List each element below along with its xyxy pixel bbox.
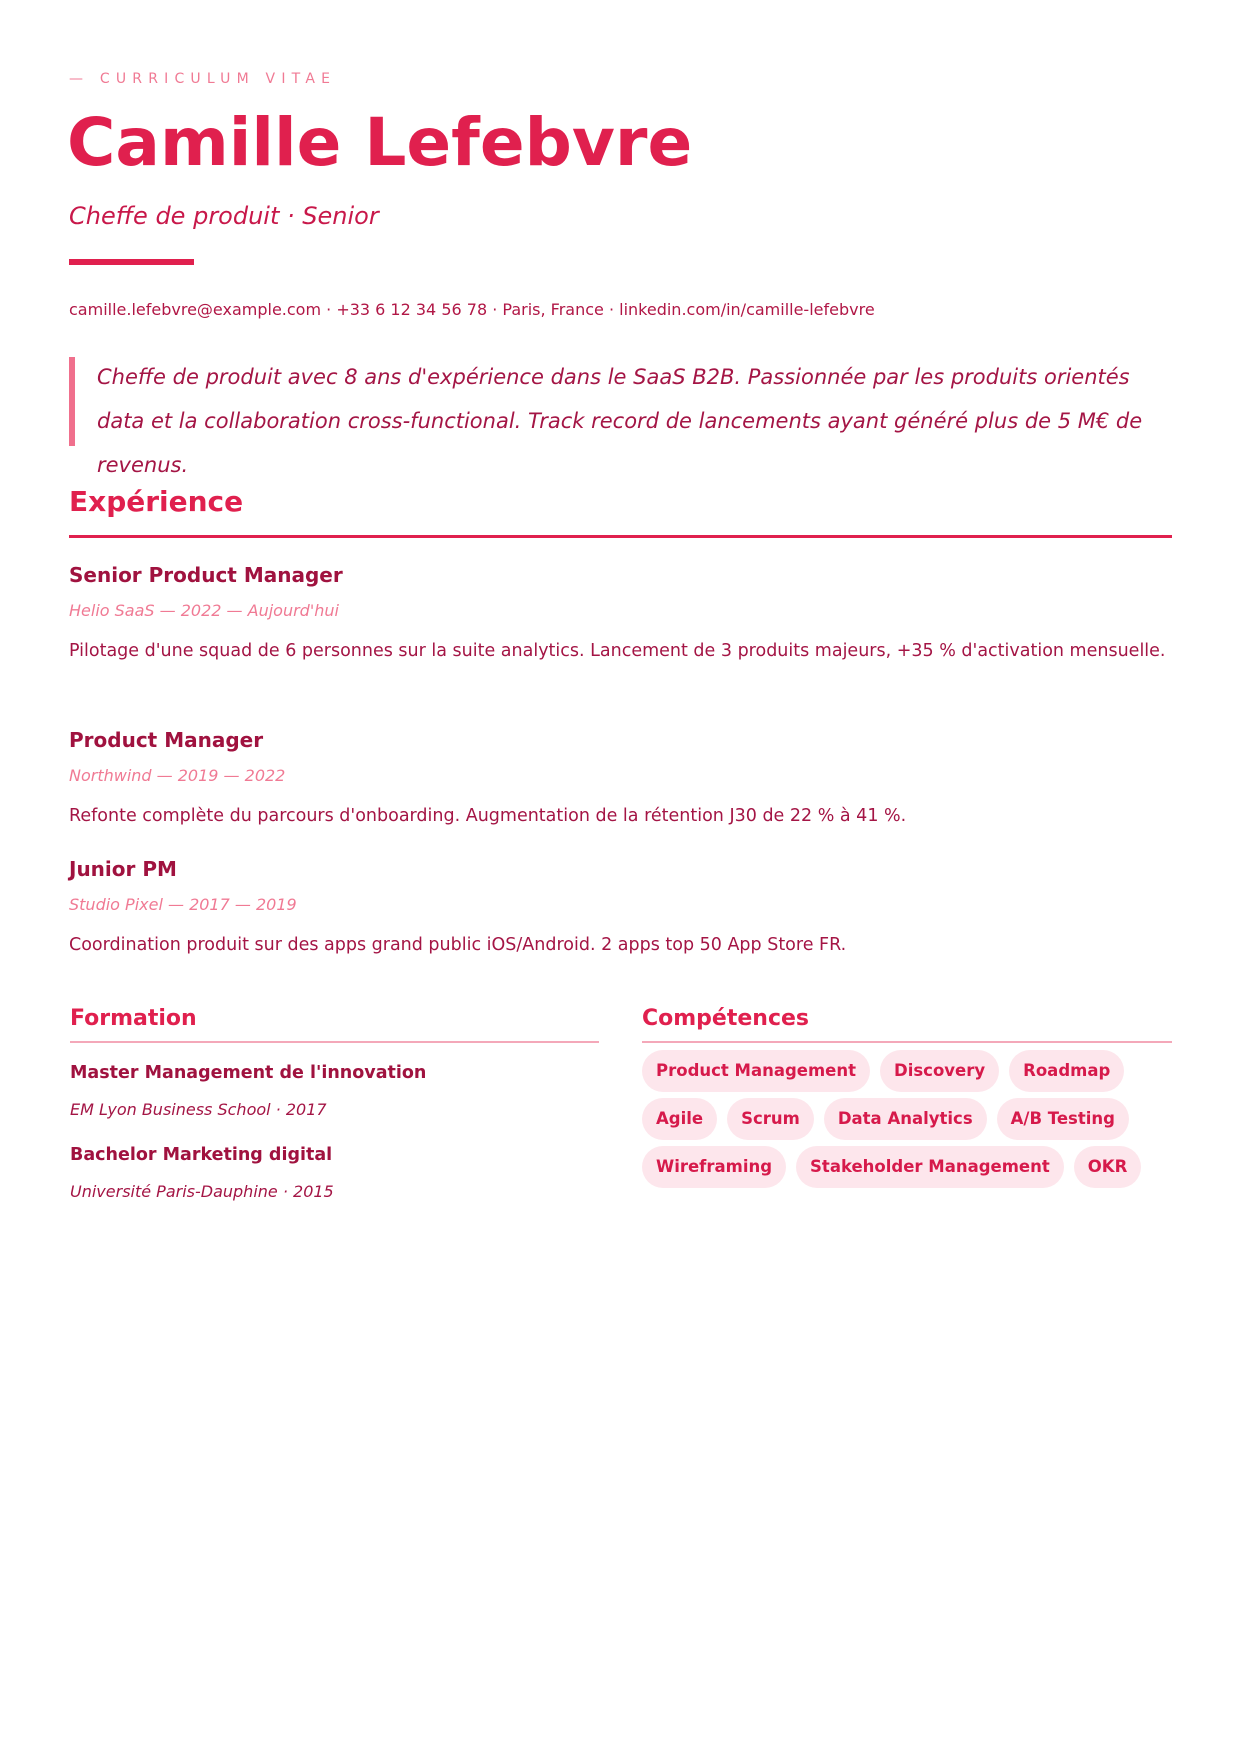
contact-separator: ·	[603, 300, 620, 319]
skills-rule	[642, 1041, 1172, 1043]
skill-chip: Roadmap	[1009, 1050, 1124, 1092]
experience-item	[69, 563, 1172, 670]
skill-chip: A/B Testing	[997, 1098, 1129, 1140]
skills-list	[642, 1050, 1172, 1194]
experience-rule	[69, 535, 1172, 538]
profile-summary	[69, 357, 1172, 477]
skills-row	[642, 1146, 1172, 1194]
candidate-name: Camille Lefebvre	[67, 104, 693, 181]
skill-chip: Product Management	[642, 1050, 870, 1092]
job-title: Product Manager	[69, 728, 264, 752]
job-meta: Northwind — 2019 — 2022	[69, 766, 286, 785]
education-school: Université Paris-Dauphine · 2015	[70, 1182, 334, 1201]
skill-chip: OKR	[1074, 1146, 1142, 1188]
contact-separator: ·	[321, 300, 337, 319]
job-description: Pilotage d'une squad de 6 personnes sur la suite analytics. Lancement de 3 produits majeurs, +35 % d'activation mensuelle.	[69, 641, 1166, 661]
contact-separator: ·	[487, 300, 503, 319]
skills-heading: Compétences	[642, 1006, 810, 1031]
skills-row	[642, 1098, 1172, 1146]
contact-linkedin[interactable]: linkedin.com/in/camille-lefebvre	[619, 300, 875, 319]
job-title: Senior Product Manager	[69, 563, 343, 587]
job-meta: Helio SaaS — 2022 — Aujourd'hui	[69, 601, 339, 620]
skill-chip: Data Analytics	[824, 1098, 987, 1140]
skill-chip: Scrum	[727, 1098, 814, 1140]
contact-email[interactable]: camille.lefebvre@example.com	[69, 300, 322, 319]
education-degree: Master Management de l'innovation	[70, 1063, 427, 1083]
accent-bar	[69, 259, 194, 265]
education-school: EM Lyon Business School · 2017	[70, 1100, 327, 1119]
contact-location: Paris, France	[502, 300, 604, 319]
education-heading: Formation	[70, 1006, 197, 1031]
skill-chip: Wireframing	[642, 1146, 786, 1188]
job-description: Coordination produit sur des apps grand public iOS/Android. 2 apps top 50 App Store FR.	[69, 935, 847, 955]
contact-phone[interactable]: +33 6 12 34 56 78	[336, 300, 488, 319]
contact-line	[69, 300, 875, 319]
job-description: Refonte complète du parcours d'onboarding. Augmentation de la rétention J30 de 22 % à 41 %.	[69, 806, 907, 826]
experience-item	[69, 857, 1172, 964]
skills-row	[642, 1050, 1172, 1098]
summary-text: Cheffe de produit avec 8 ans d'expérience dans le SaaS B2B. Passionnée par les produits orientés data et la collaboration cross-functional. Track record de lancements ayant généré plus de 5 M€ de revenus.	[97, 365, 1143, 477]
job-title: Junior PM	[69, 857, 177, 881]
education-degree: Bachelor Marketing digital	[70, 1145, 333, 1165]
experience-item	[69, 728, 1172, 835]
skill-chip: Discovery	[880, 1050, 999, 1092]
candidate-role: Cheffe de produit · Senior	[69, 202, 379, 230]
education-rule	[70, 1041, 599, 1043]
cv-eyebrow: — CURRICULUM VITAE	[69, 71, 337, 87]
skill-chip: Stakeholder Management	[796, 1146, 1064, 1188]
job-meta: Studio Pixel — 2017 — 2019	[69, 895, 297, 914]
skill-chip: Agile	[642, 1098, 717, 1140]
experience-heading: Expérience	[69, 485, 244, 518]
